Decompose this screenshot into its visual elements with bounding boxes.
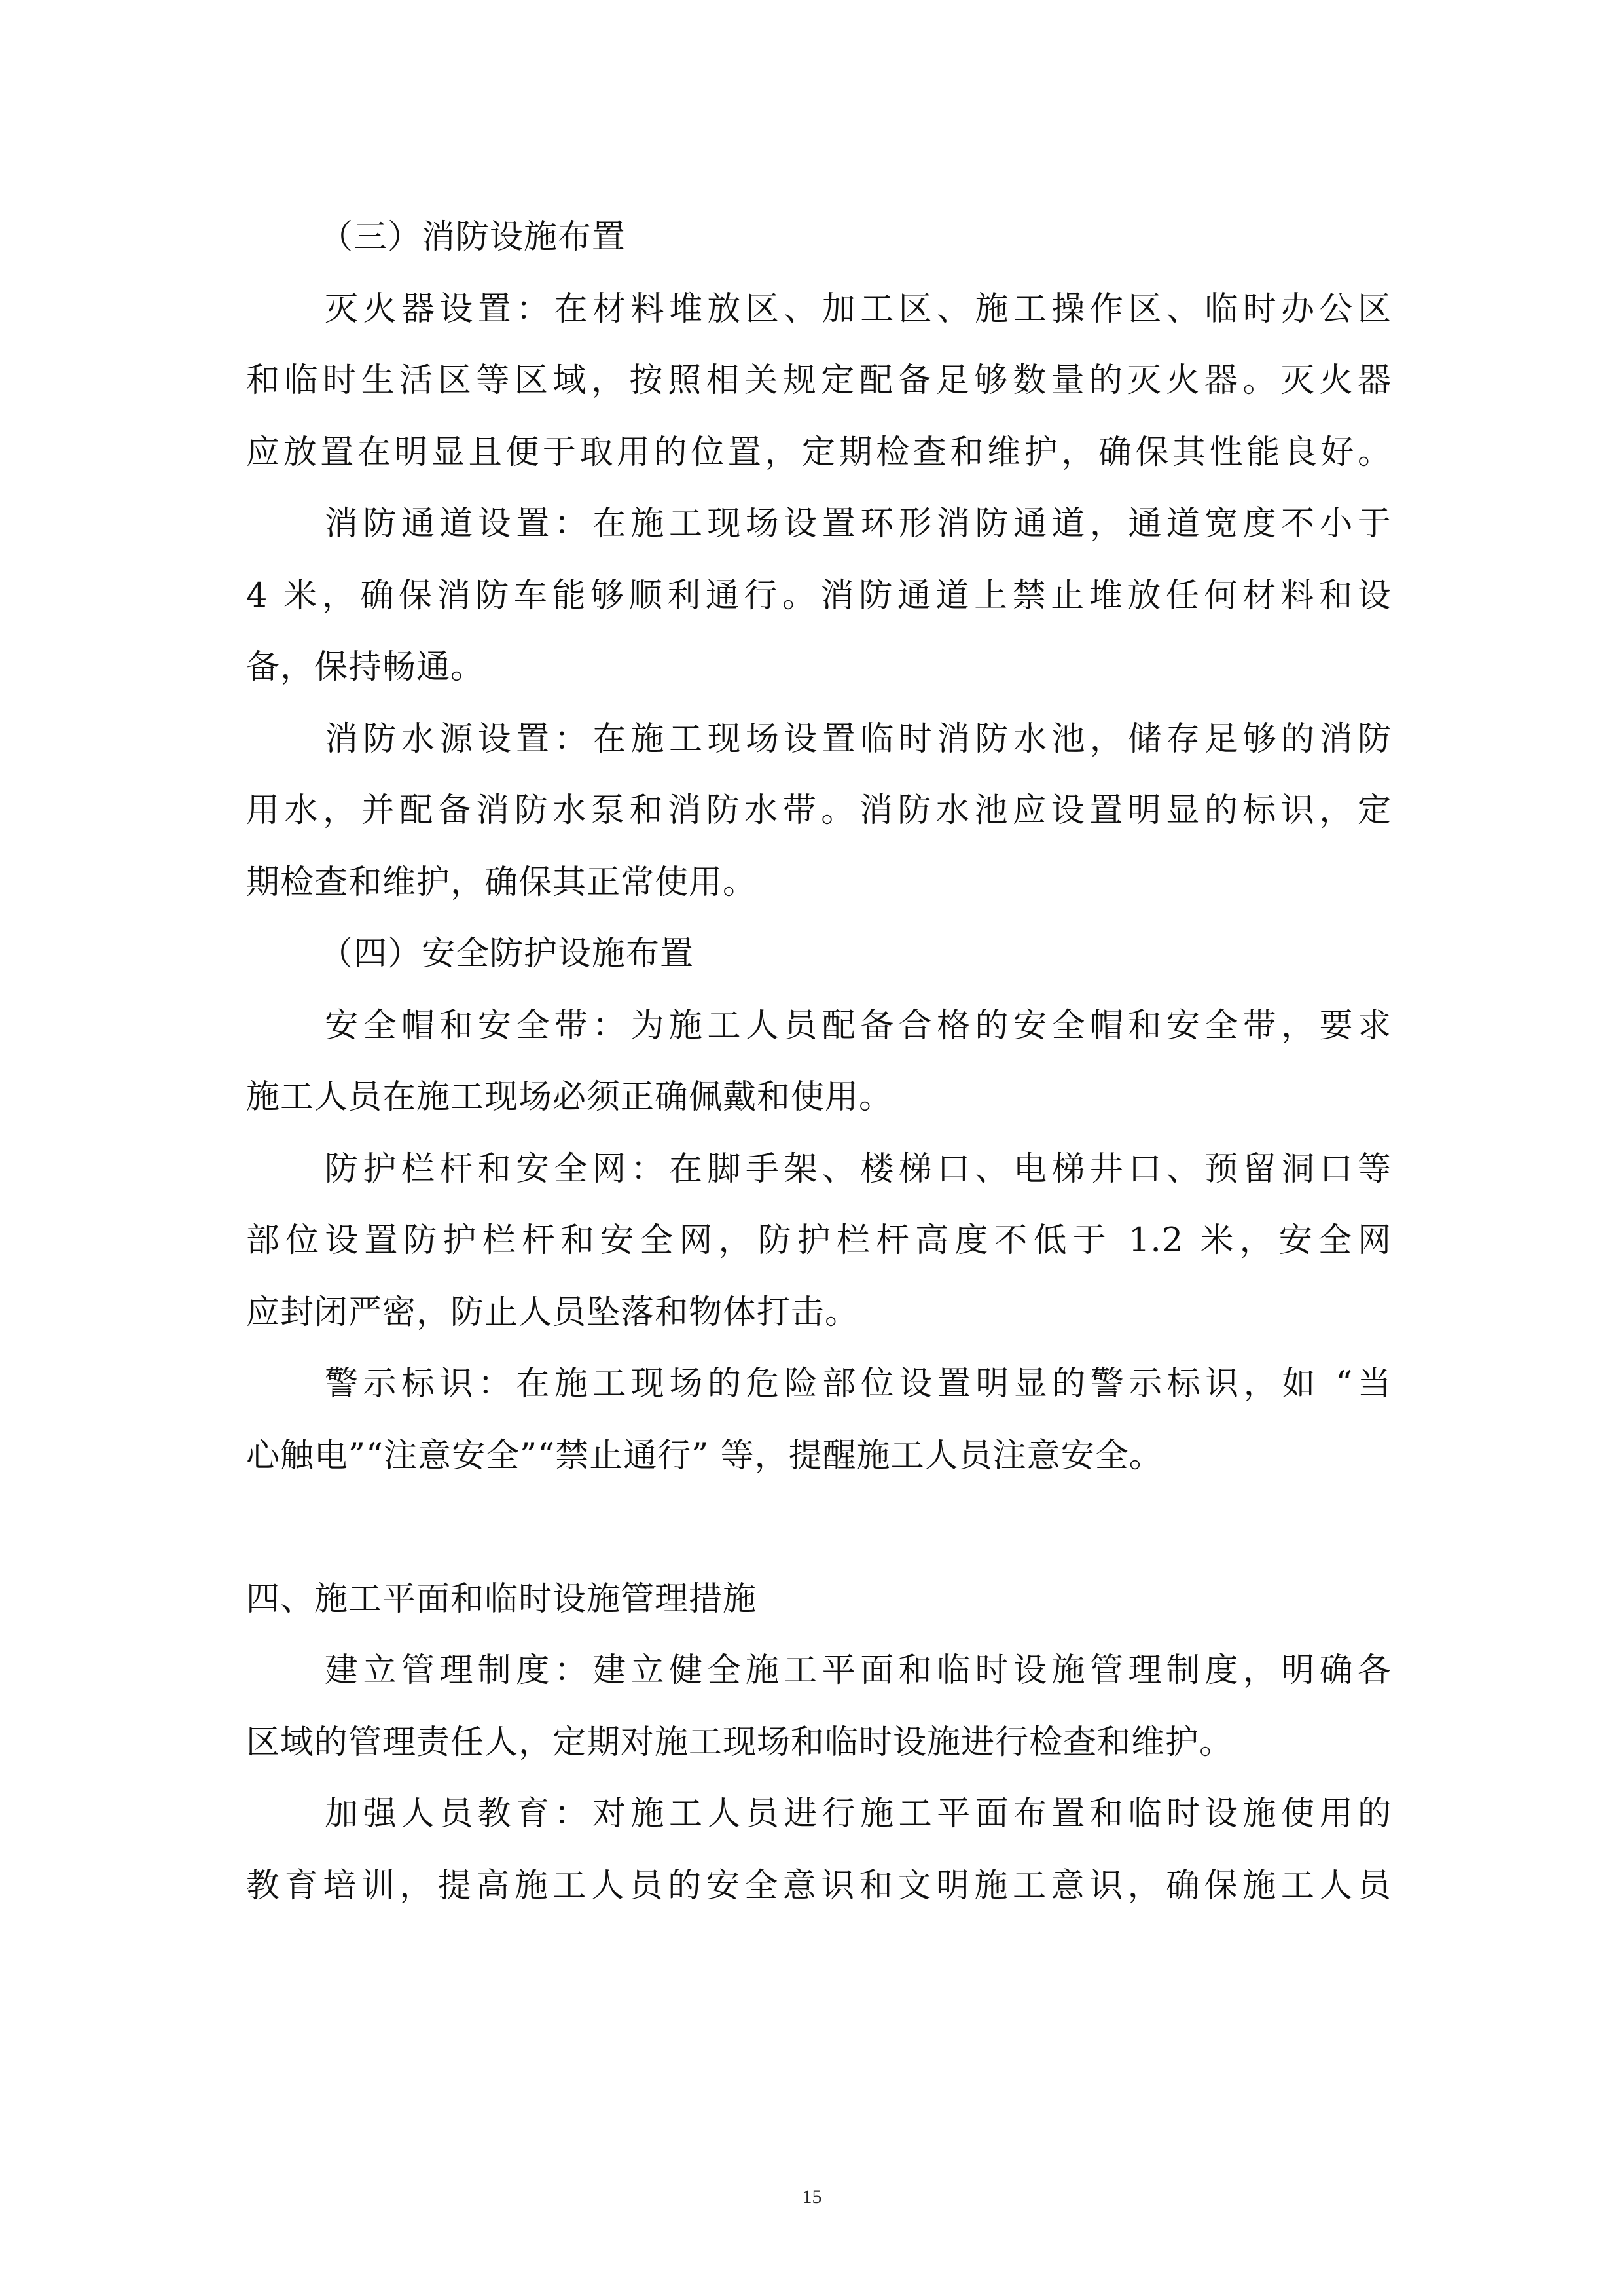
paragraph-line: 灭火器设置：在材料堆放区、加工区、施工操作区、临时办公区 [325, 289, 1392, 329]
paragraph-line: 施工人员在施工现场必须正确佩戴和使用。 [246, 1078, 893, 1117]
paragraph-line: 和临时生活区等区域，按照相关规定配备足够数量的灭火器。灭火器 [246, 361, 1392, 400]
section-heading-fire-facilities: （三）消防设施布置 [319, 218, 626, 257]
paragraph-line: 4 米，确保消防车能够顺利通行。消防通道上禁止堆放任何材料和设 [246, 576, 1392, 615]
paragraph-line: 区域的管理责任人，定期对施工现场和临时设施进行检查和维护。 [246, 1723, 1234, 1762]
paragraph-line: 消防水源设置：在施工现场设置临时消防水池，储存足够的消防 [325, 719, 1392, 759]
page-number: 15 [802, 2186, 822, 2208]
paragraph-line: 防护栏杆和安全网：在脚手架、楼梯口、电梯井口、预留洞口等 [325, 1149, 1392, 1189]
paragraph-line: 加强人员教育：对施工人员进行施工平面布置和临时设施使用的 [325, 1795, 1392, 1833]
section-spacer [246, 1492, 1392, 1564]
paragraph-line: 警示标识：在施工现场的危险部位设置明显的警示标识，如 “当 [325, 1365, 1392, 1403]
paragraph-line: 用水，并配备消防水泵和消防水带。消防水池应设置明显的标识，定 [246, 791, 1392, 830]
paragraph-line: 部位设置防护栏杆和安全网，防护栏杆高度不低于 1.2 米，安全网 [246, 1221, 1392, 1260]
paragraph-line: 应封闭严密，防止人员坠落和物体打击。 [246, 1293, 859, 1332]
paragraph-line: 教育培训，提高施工人员的安全意识和文明施工意识，确保施工人员 [246, 1866, 1392, 1905]
paragraph-line: 应放置在明显且便于取用的位置，定期检查和维护，确保其性能良好。 [246, 433, 1392, 472]
paragraph-line: 心触电”“注意安全”“禁止通行” 等，提醒施工人员注意安全。 [246, 1436, 1163, 1475]
paragraph-line: 备，保持畅通。 [246, 648, 485, 687]
paragraph-line: 建立管理制度：建立健全施工平面和临时设施管理制度，明确各 [325, 1651, 1392, 1690]
chapter-heading-management: 四、施工平面和临时设施管理措施 [246, 1579, 757, 1619]
paragraph-line: 期检查和维护，确保其正常使用。 [246, 863, 757, 902]
section-heading-safety-facilities: （四）安全防护设施布置 [319, 935, 695, 973]
document-body [246, 202, 1392, 1922]
paragraph-line: 消防通道设置：在施工现场设置环形消防通道，通道宽度不小于 [325, 505, 1392, 543]
paragraph-line: 安全帽和安全带：为施工人员配备合格的安全帽和安全带，要求 [325, 1006, 1392, 1045]
